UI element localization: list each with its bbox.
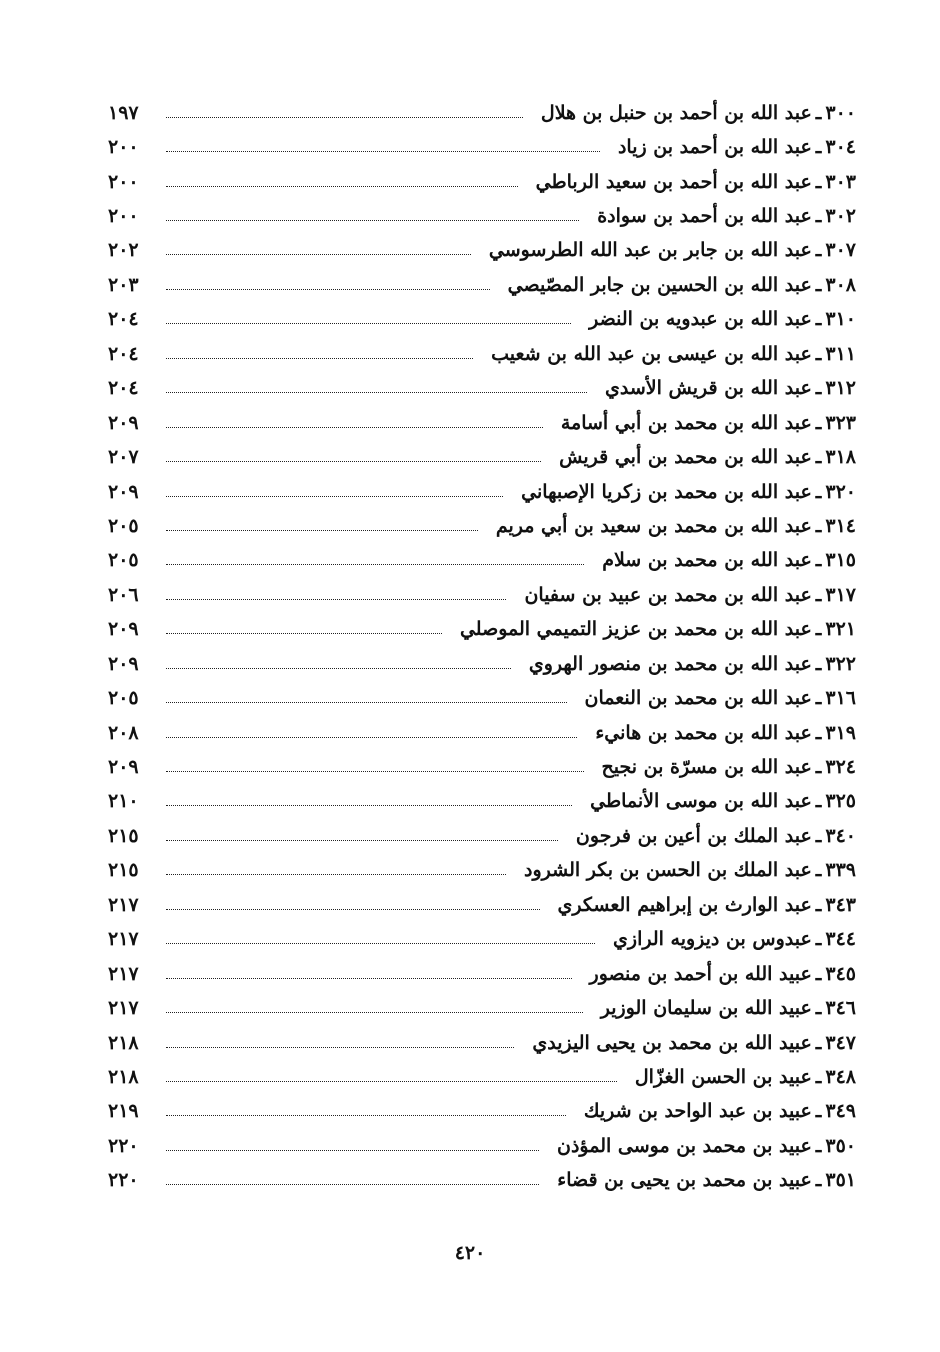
entry-separator: ـ (815, 239, 822, 262)
entry-page-reference: ٢١٠ (108, 790, 139, 813)
entry-page-reference: ٢٠٥ (108, 687, 139, 710)
entry-name: عبد الله بن عبدويه بن النضر (589, 308, 812, 331)
entry-number: ٣٢٣ (825, 411, 856, 434)
entry-number: ٣١٧ (825, 583, 856, 606)
entry-separator: ـ (815, 446, 822, 469)
dot-leader (166, 978, 572, 979)
entry-number: ٣١٠ (825, 308, 856, 331)
entry-name: عبيد بن عبد الواحد بن شريك (583, 1100, 812, 1123)
dot-leader (166, 702, 567, 703)
index-entry (108, 681, 856, 715)
dot-leader (166, 909, 540, 910)
dot-leader (166, 633, 442, 634)
entry-separator: ـ (815, 1065, 822, 1088)
entry-separator: ـ (815, 618, 822, 641)
dot-leader (166, 1047, 514, 1048)
entry-number: ٣٠٤ (825, 136, 856, 159)
entry-separator: ـ (815, 1100, 822, 1123)
entry-separator: ـ (815, 1031, 822, 1054)
dot-leader (166, 117, 523, 118)
index-entry (108, 165, 856, 199)
entry-separator: ـ (815, 824, 822, 847)
index-entry (108, 1095, 856, 1129)
entry-number: ٣٠٧ (825, 239, 856, 262)
entry-number: ٣٠٢ (825, 205, 856, 228)
entry-name: عبد الله بن أحمد بن حنبل بن هلال (540, 101, 812, 124)
entry-page-reference: ٢١٧ (108, 962, 139, 985)
dot-leader (166, 1150, 539, 1151)
entry-number: ٣٢٤ (825, 756, 856, 779)
entry-name: عبد الوارث بن إبراهيم العسكري (557, 893, 812, 916)
entry-separator: ـ (815, 721, 822, 744)
entry-page-reference: ٢١٥ (108, 824, 139, 847)
entry-name: عبد الله بن محمد بن أبي قريش (559, 446, 812, 469)
entry-separator: ـ (815, 997, 822, 1020)
entry-page-reference: ٢٠٨ (108, 721, 139, 744)
index-entry (108, 544, 856, 578)
page-number: ٤٢٠ (454, 1242, 486, 1264)
index-entry (108, 96, 856, 130)
index-entry (108, 303, 856, 337)
entry-page-reference: ٢١٧ (108, 928, 139, 951)
entry-page-reference: ٢٠٧ (108, 446, 139, 469)
entry-separator: ـ (815, 928, 822, 951)
index-entry (108, 509, 856, 543)
entry-page-reference: ٢٠٩ (108, 480, 139, 503)
entry-name: عبد الله بن محمد بن أبي أسامة (560, 411, 812, 434)
entry-number: ٣١٨ (825, 446, 856, 469)
entry-separator: ـ (815, 205, 822, 228)
index-entry (108, 268, 856, 302)
entry-page-reference: ٢١٧ (108, 893, 139, 916)
entry-page-reference: ٢٠٢ (108, 239, 139, 262)
dot-leader (166, 668, 511, 669)
entry-separator: ـ (815, 859, 822, 882)
index-entry (108, 1129, 856, 1163)
entry-number: ٣٢٥ (825, 790, 856, 813)
entry-number: ٣٤٨ (825, 1065, 856, 1088)
entry-number: ٣١٢ (825, 377, 856, 400)
entry-separator: ـ (815, 652, 822, 675)
entry-number: ٣٤٦ (825, 997, 856, 1020)
entry-name: عبد الله بن مسرّة بن نجيح (601, 756, 812, 779)
dot-leader (166, 1012, 583, 1013)
dot-leader (166, 1115, 566, 1116)
index-entry (108, 1164, 856, 1198)
dot-leader (166, 805, 572, 806)
entry-page-reference: ٢٠٠ (108, 170, 139, 193)
entry-name: عبد الله بن محمد بن عبيد بن سفيان (524, 583, 812, 606)
entry-number: ٣١٥ (825, 549, 856, 572)
entry-number: ٣٤٣ (825, 893, 856, 916)
entry-name: عبد الله بن محمد بن منصور الهروي (528, 652, 812, 675)
dot-leader (166, 737, 577, 738)
entry-number: ٣٤٩ (825, 1100, 856, 1123)
entry-name: عبيد بن محمد بن موسى المؤذن (557, 1134, 812, 1157)
entry-name: عبد الله بن قريش الأسدي (605, 377, 812, 400)
entry-number: ٣٠٣ (825, 170, 856, 193)
entry-separator: ـ (815, 549, 822, 572)
entry-number: ٣٥٠ (825, 1134, 856, 1157)
index-entry (108, 1026, 856, 1060)
index-entry (108, 130, 856, 164)
dot-leader (166, 564, 584, 565)
entry-name: عبيد بن محمد بن يحيى بن قضاء (557, 1169, 812, 1192)
entry-name: عبدوس بن ديزويه الرازي (613, 928, 812, 951)
entry-number: ٣٣٩ (825, 859, 856, 882)
entry-separator: ـ (815, 342, 822, 365)
entry-number: ٣٤٥ (825, 962, 856, 985)
entry-page-reference: ٢٠٤ (108, 308, 139, 331)
entry-separator: ـ (815, 170, 822, 193)
entry-page-reference: ٢٠٩ (108, 756, 139, 779)
entry-name: عبد الله بن أحمد بن سوادة (597, 205, 812, 228)
dot-leader (166, 323, 571, 324)
entry-name: عبد الملك بن أعين بن فرجون (575, 824, 812, 847)
dot-leader (166, 530, 478, 531)
entry-name: عبد الله بن أحمد بن سعيد الرباطي (535, 170, 812, 193)
index-entry (108, 750, 856, 784)
entry-separator: ـ (815, 756, 822, 779)
entry-page-reference: ٢٠٠ (108, 136, 139, 159)
entry-page-reference: ٢١٩ (108, 1100, 139, 1123)
entry-number: ٣٢٢ (825, 652, 856, 675)
entry-name: عبد الله بن محمد بن سعيد بن أبي مريم (495, 514, 812, 537)
index-entry (108, 957, 856, 991)
entry-name: عبد الله بن محمد بن زكريا الإصبهاني (521, 480, 812, 503)
entry-page-reference: ٢٠٦ (108, 583, 139, 606)
entry-page-reference: ٢٠٥ (108, 549, 139, 572)
index-entry (108, 199, 856, 233)
index-entry (108, 440, 856, 474)
index-entry (108, 337, 856, 371)
entry-separator: ـ (815, 962, 822, 985)
entry-separator: ـ (815, 273, 822, 296)
entry-number: ٣٤٤ (825, 928, 856, 951)
dot-leader (166, 289, 490, 290)
entry-name: عبد الله بن محمد بن سلام (602, 549, 812, 572)
entry-page-reference: ٢٠٩ (108, 652, 139, 675)
entry-name: عبيد الله بن أحمد بن منصور (589, 962, 812, 985)
index-list (108, 96, 856, 1198)
entry-name: عبد الله بن الحسين بن جابر المصّيصي (507, 273, 812, 296)
index-entry (108, 613, 856, 647)
entry-page-reference: ٢٠٥ (108, 514, 139, 537)
dot-leader (166, 771, 584, 772)
entry-separator: ـ (815, 687, 822, 710)
index-entry (108, 991, 856, 1025)
entry-number: ٣١٦ (825, 687, 856, 710)
entry-page-reference: ٢١٧ (108, 997, 139, 1020)
index-entry (108, 819, 856, 853)
dot-leader (166, 427, 543, 428)
index-entry (108, 234, 856, 268)
index-entry (108, 785, 856, 819)
entry-page-reference: ٢٢٠ (108, 1134, 139, 1157)
entry-page-reference: ٢٠٣ (108, 273, 139, 296)
entry-page-reference: ٢٢٠ (108, 1169, 139, 1192)
entry-number: ٣١٤ (825, 514, 856, 537)
entry-number: ٣٤٠ (825, 824, 856, 847)
entry-number: ٣١١ (825, 342, 856, 365)
entry-name: عبد الله بن جابر بن عبد الله الطرسوسي (488, 239, 812, 262)
entry-separator: ـ (815, 1169, 822, 1192)
dot-leader (166, 254, 471, 255)
entry-separator: ـ (815, 377, 822, 400)
index-entry (108, 647, 856, 681)
entry-separator: ـ (815, 411, 822, 434)
entry-number: ٣٤٧ (825, 1031, 856, 1054)
entry-number: ٣٥١ (825, 1169, 856, 1192)
entry-number: ٣٢١ (825, 618, 856, 641)
index-entry (108, 923, 856, 957)
index-entry (108, 888, 856, 922)
entry-number: ٣٠٠ (825, 101, 856, 124)
entry-separator: ـ (815, 514, 822, 537)
entry-separator: ـ (815, 480, 822, 503)
dot-leader (166, 496, 503, 497)
dot-leader (166, 220, 579, 221)
entry-number: ٣١٩ (825, 721, 856, 744)
entry-page-reference: ٢٠٤ (108, 377, 139, 400)
entry-name: عبد الله بن محمد بن النعمان (584, 687, 812, 710)
entry-separator: ـ (815, 101, 822, 124)
entry-number: ٣٠٨ (825, 273, 856, 296)
index-entry (108, 475, 856, 509)
entry-separator: ـ (815, 583, 822, 606)
entry-separator: ـ (815, 136, 822, 159)
entry-page-reference: ٢٠٩ (108, 411, 139, 434)
entry-page-reference: ٢١٨ (108, 1065, 139, 1088)
entry-name: عبيد الله بن محمد بن يحيى اليزيدي (532, 1031, 812, 1054)
dot-leader (166, 874, 506, 875)
index-entry (108, 406, 856, 440)
entry-separator: ـ (815, 308, 822, 331)
entry-separator: ـ (815, 790, 822, 813)
entry-name: عبد الله بن محمد بن عزيز التميمي الموصلي (459, 618, 812, 641)
entry-separator: ـ (815, 893, 822, 916)
entry-page-reference: ٢١٨ (108, 1031, 139, 1054)
dot-leader (166, 392, 587, 393)
dot-leader (166, 461, 541, 462)
entry-name: عبيد الله بن سليمان الوزير (600, 997, 812, 1020)
entry-page-reference: ٢١٥ (108, 859, 139, 882)
entry-name: عبيد بن الحسن الغزّال (634, 1065, 812, 1088)
index-entry (108, 716, 856, 750)
entry-separator: ـ (815, 1134, 822, 1157)
entry-name: عبد الله بن موسى الأنماطي (590, 790, 812, 813)
dot-leader (166, 599, 506, 600)
dot-leader (166, 840, 558, 841)
entry-name: عبد الملك بن الحسن بن بكر الشرود (524, 859, 812, 882)
dot-leader (166, 151, 600, 152)
index-entry (108, 1060, 856, 1094)
entry-name: عبد الله بن عيسى بن عبد الله بن شعيب (491, 342, 812, 365)
entry-number: ٣٢٠ (825, 480, 856, 503)
dot-leader (166, 186, 518, 187)
dot-leader (166, 1184, 539, 1185)
index-entry (108, 578, 856, 612)
entry-name: عبد الله بن أحمد بن زياد (617, 136, 812, 159)
entry-page-reference: ٢٠٩ (108, 618, 139, 641)
entry-page-reference: ٢٠٤ (108, 342, 139, 365)
entry-name: عبد الله بن محمد بن هانيء (595, 721, 812, 744)
index-entry (108, 372, 856, 406)
dot-leader (166, 358, 473, 359)
dot-leader (166, 943, 595, 944)
entry-page-reference: ٢٠٠ (108, 205, 139, 228)
entry-page-reference: ١٩٧ (108, 101, 139, 124)
index-entry (108, 854, 856, 888)
dot-leader (166, 1081, 617, 1082)
